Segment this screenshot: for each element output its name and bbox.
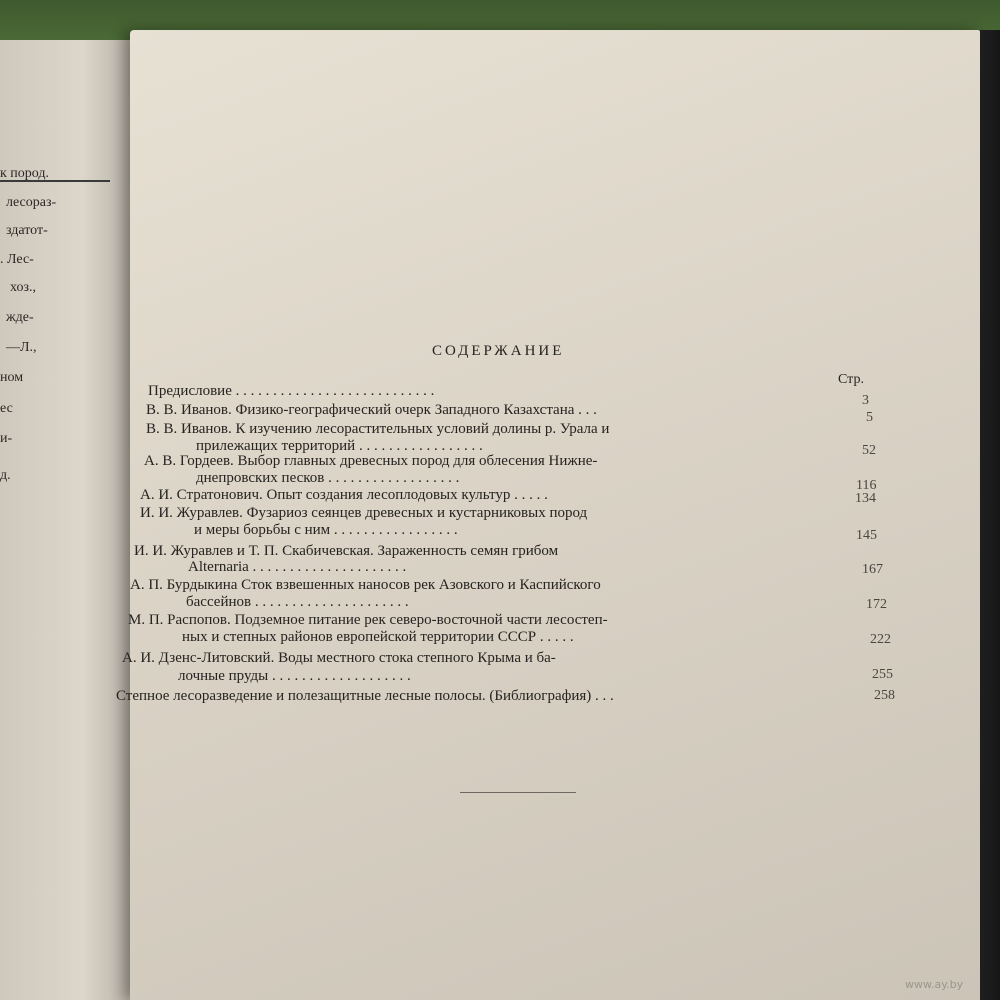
toc-entry-page: 145 bbox=[856, 528, 877, 543]
toc-entry-page: 52 bbox=[862, 443, 876, 458]
toc-entry-line: В. В. Иванов. Физико-географический очерк Западного Казахстана . . . bbox=[146, 402, 597, 418]
facing-page-text: ес bbox=[0, 401, 13, 416]
toc-entry-line: Предисловие . . . . . . . . . . . . . . . . . . . . . . . . . . . bbox=[148, 383, 435, 399]
facing-page-text: —Л., bbox=[6, 340, 37, 355]
facing-page-text: здатот- bbox=[6, 223, 48, 238]
section-divider bbox=[460, 792, 576, 793]
toc-entry-line: И. И. Журавлев. Фузариоз сеянцев древесных и кустарниковых пород bbox=[140, 505, 588, 521]
toc-entry-line: А. И. Стратонович. Опыт создания лесоплодовых культур . . . . . bbox=[140, 487, 548, 503]
toc-entry-line: Alternaria . . . . . . . . . . . . . . . . . . . . . bbox=[188, 559, 407, 575]
toc-entry-line: А. И. Дзенс-Литовский. Воды местного стока степного Крыма и ба- bbox=[122, 650, 556, 666]
toc-entry-page: 3 bbox=[862, 393, 869, 408]
toc-entry-page: 222 bbox=[870, 632, 891, 647]
toc-entry-line: Степное лесоразведение и полезащитные лесные полосы. (Библиография) . . . bbox=[116, 688, 614, 704]
toc-entry-line: и меры борьбы с ним . . . . . . . . . . . . . . . . . bbox=[194, 522, 458, 538]
toc-entry-line: ных и степных районов европейской территории СССР . . . . . bbox=[182, 629, 574, 645]
facing-page-text: хоз., bbox=[10, 280, 36, 295]
toc-entry-page: 5 bbox=[866, 410, 873, 425]
toc-entry-line: А. В. Гордеев. Выбор главных древесных пород для облесения Нижне- bbox=[144, 453, 598, 469]
facing-page-text: к пород. bbox=[0, 166, 50, 181]
toc-entry-page: 172 bbox=[866, 597, 887, 612]
facing-page-text: ном bbox=[0, 370, 24, 385]
toc-entry-page: 167 bbox=[862, 562, 883, 577]
toc-entry-line: И. И. Журавлев и Т. П. Скабичевская. Зараженность семян грибом bbox=[134, 543, 559, 559]
toc-entry-page: 116 bbox=[856, 478, 877, 493]
toc-entry-line: бассейнов . . . . . . . . . . . . . . . . . . . . . bbox=[186, 594, 409, 610]
toc-entry-line: В. В. Иванов. К изучению лесорастительных условий долины р. Урала и bbox=[146, 421, 610, 437]
facing-page-text: жде- bbox=[6, 310, 34, 325]
watermark: www.ay.by bbox=[905, 978, 964, 991]
toc-entry-line: днепровских песков . . . . . . . . . . . . . . . . . . bbox=[196, 470, 460, 486]
facing-page-text: . Лес- bbox=[0, 252, 34, 267]
toc-entry-line: лочные пруды . . . . . . . . . . . . . . . . . . . bbox=[178, 668, 411, 684]
toc-title: СОДЕРЖАНИЕ bbox=[432, 343, 565, 359]
toc-entry-line: прилежащих территорий . . . . . . . . . . . . . . . . . bbox=[196, 438, 483, 454]
toc-entry-page: 255 bbox=[872, 667, 893, 682]
toc-entry-page: 258 bbox=[874, 688, 895, 703]
toc-entry-line: М. П. Распопов. Подземное питание рек северо-восточной части лесостеп- bbox=[128, 612, 608, 628]
toc-entry-line: А. П. Бурдыкина Сток взвешенных наносов рек Азовского и Каспийского bbox=[130, 577, 601, 593]
facing-page-text: и- bbox=[0, 431, 13, 446]
facing-page-text: д. bbox=[0, 468, 11, 483]
facing-page-text: лесораз- bbox=[6, 195, 57, 210]
facing-page bbox=[0, 40, 150, 1000]
toc-entry-page: 134 bbox=[855, 491, 876, 506]
page-column-header: Стр. bbox=[838, 372, 864, 387]
